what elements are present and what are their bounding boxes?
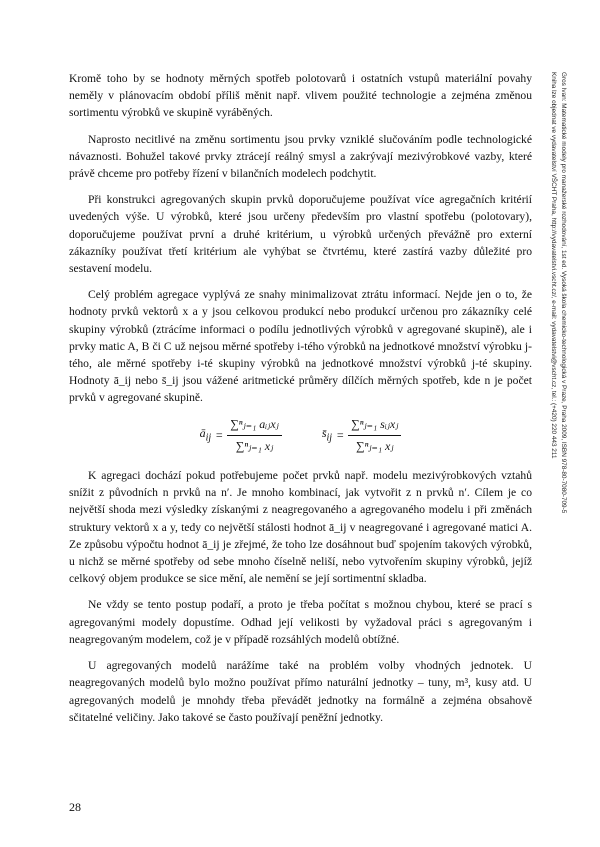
formula-s-numerator: ∑ⁿⱼ₌₁ sᵢⱼxⱼ — [348, 416, 401, 436]
sidenote-citation: Gros Ivan: Matematické modely pro manažerské rozhodování, 1st ed. Vysoká škola chemicko-technologická v Praze, Praha 2009, ISBN 978-80-7080-709-5 — [560, 72, 567, 514]
publisher-sidenote — [548, 72, 568, 632]
paragraph-3: Při konstrukci agregovaných skupin prvků doporučujeme používat více agregačních kritérií uvedených výše. U výrobků, které jsou určeny především pro vlastní spotřebu (polotovary), doporučujeme používat první a druhé kritérium, u výrobků určených převážně pro externí zákazníky používat třetí kritérium ale vyhýbat se čtvrtému, které zastírá vazby důležité pro sestavení modelu. — [69, 193, 532, 276]
formula-a-lhs: $ā_{ij}$ — [199, 425, 212, 443]
formula-s-lhs: $s̄_{ij}$ — [321, 425, 333, 443]
formula-s: $s̄_{ij}$ = $\frac{\text{∑ⁿⱼ₌₁ sᵢⱼxⱼ}}{\text{∑ⁿⱼ₌₁ xⱼ}}$ — [322, 416, 402, 455]
body-text — [69, 70, 532, 735]
formula-s-fraction — [348, 416, 401, 455]
formula-a-fraction — [227, 416, 282, 455]
formula-a-denominator: ∑ⁿⱼ₌₁ xⱼ — [235, 438, 274, 453]
paragraph-7: U agregovaných modelů narážíme také na problém volby vhodných jednotek. U neagregovaných modelů bylo možno používat přímo naturální jednotky – tuny, m³, kusy atd. U agregovaných modelů je mnohdy třeba převádět jednotky na formálně a zejména obsahově sčitatelné veličiny. Jako takové se často používají peněžní jednotky. — [69, 659, 532, 724]
formula-a: $ā_{ij}$ = $\frac{\text{∑ⁿⱼ₌₁ aᵢⱼxⱼ}}{\text{∑ⁿⱼ₌₁ xⱼ}}$ — [200, 416, 282, 455]
paragraph-5: K agregaci dochází pokud potřebujeme počet prvků např. modelu mezivýrobkových vztahů snížit z původních n prvků na n′. Je mnoho kombinací, jak vytvořit z n prvků n′. Cílem je co největší shoda mezi výsledky získanými z neagregovaného a agregovaného modelu i při změnách struktury vektorů x a y, tedy co největší stálosti hodnot ā_ij v neagregované i agregované matici A. Ze způsobu výpočtu hodnot ā_ij je zřejmé, že toho lze dosáhnout buď spojením takových výrobků, u nichž se měrné spotřeby od sebe mnoho číselně neliší, nebo vytvořením skupiny výrobků, jejíž celkový objem produkce se sice mění, ale nemění se její sortimentní skladba. — [69, 469, 532, 586]
formula-a-numerator: ∑ⁿⱼ₌₁ aᵢⱼxⱼ — [227, 416, 282, 436]
paragraph-1: Kromě toho by se hodnoty měrných spotřeb polotovarů i ostatních vstupů materiální povahy neměly v plánovacím období příliš měnit např. vlivem použité technologie a zejména změnou sortimentu výrobků ve skupině vyráběných. — [69, 72, 532, 120]
weighted-average-formulas — [69, 416, 532, 455]
page-number: 28 — [69, 800, 81, 814]
sidenote-order-info: Kniha lze objednat ve vydavatelství VŠCHT Praha, http://vydavatelstvi.vscht.cz/, e-mail: vydavatelstvi@vscht.cz, tel.: (+420) 220 443 211 — [550, 72, 557, 459]
formula-s-denominator: ∑ⁿⱼ₌₁ xⱼ — [356, 438, 394, 453]
paragraph-6: Ne vždy se tento postup podaří, a proto je třeba počítat s možnou chybou, které se prací s agregovanými modely dopustíme. Odhad její velikosti by vyžadoval práci s agregovaným i neagregovaným modelem, což je v případě rozsáhlých modelů obtížné. — [69, 598, 532, 646]
paragraph-2: Naprosto necitlivé na změnu sortimentu jsou prvky vzniklé slučováním podle technologické návaznosti. Bohužel takové prvky ztrácejí reálný smysl a zakrývají mezivýrobkové vazby, které právě chceme pro potřeby řízení v bilančních modelech podchytit. — [69, 132, 532, 181]
paragraph-4: Celý problém agregace vyplývá ze snahy minimalizovat ztrátu informací. Nejde jen o to, že hodnoty prvků vektorů x a y jsou celkovou produkcí nebo produkcí určenou pro zákazníky celé skupiny výrobků (ztrácíme informaci o podílu jednotlivých výrobků v agregované skupině), ale i prvky matic A, B či C už nejsou měrné spotřeby i-tého výrobků na jednotkové množství výrobku j-tého, ale měrné spotřeby i-té skupiny výrobků na jednotkové množství výrobků j-té skupiny. Hodnoty ā_ij nebo s̄_ij jsou vážené aritmetické průměry dílčích měrných spotřeb, kde n je počet prvků v agregované skupině. — [69, 288, 532, 405]
